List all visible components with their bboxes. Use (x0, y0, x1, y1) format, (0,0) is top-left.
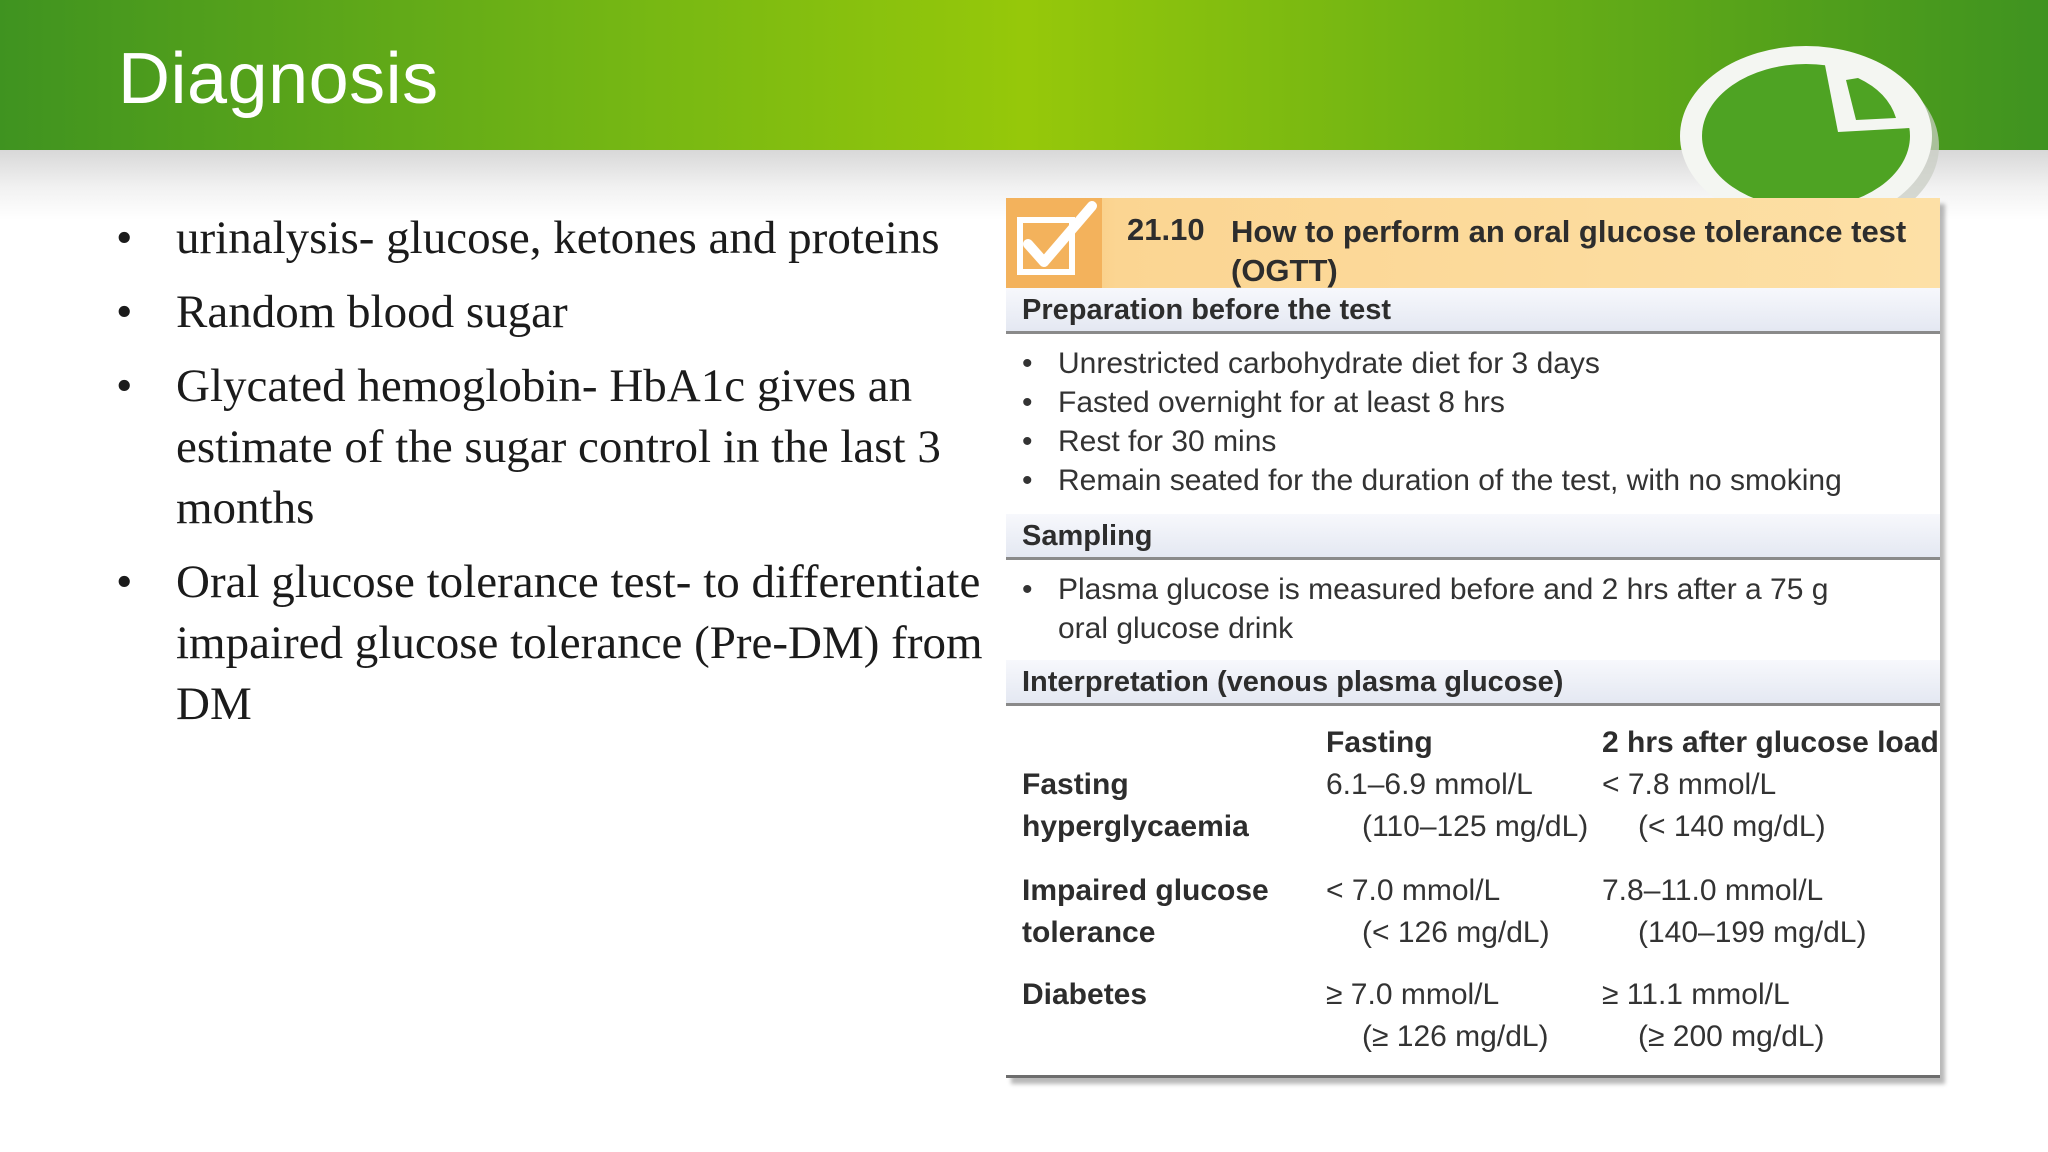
checkmark-badge (1006, 198, 1102, 288)
checkmark-icon (1006, 198, 1102, 288)
diagnosis-bullet-list (112, 208, 1012, 748)
table-cell: (< 126 mg/dL) (1362, 916, 1550, 949)
box-title: How to perform an oral glucose tolerance test (OGTT) (1231, 214, 1907, 288)
table-cell: ≥ 7.0 mmol/L (1326, 978, 1500, 1011)
row-label: tolerance (1022, 916, 1156, 949)
table-cell: < 7.0 mmol/L (1326, 874, 1501, 907)
table-cell: (≥ 200 mg/dL) (1638, 1020, 1825, 1053)
column-header-2hrs: 2 hrs after glucose load (1602, 726, 1939, 759)
list-item: • Remain seated for the duration of the test, with no smoking (1022, 464, 1842, 497)
sampling-list (1022, 570, 1882, 648)
list-item: • Unrestricted carbohydrate diet for 3 days (1022, 347, 1600, 380)
list-item: • Rest for 30 mins (1022, 425, 1277, 458)
list-item: • urinalysis- glucose, ketones and proteins (116, 212, 940, 264)
table-cell: (140–199 mg/dL) (1638, 916, 1867, 949)
table-cell: ≥ 11.1 mmol/L (1602, 978, 1790, 1011)
list-item: • Plasma glucose is measured before and 2 hrs after a 75 g oral glucose drink (1022, 573, 1829, 645)
box-number: 21.10 (1127, 212, 1205, 247)
table-cell: 7.8–11.0 mmol/L (1602, 874, 1824, 907)
preparation-heading: Preparation before the test (1006, 288, 1940, 334)
row-label: Impaired glucose (1022, 874, 1269, 907)
list-item: • Glycated hemoglobin- HbA1c gives an estimate of the sugar control in the last 3 months (116, 360, 941, 534)
sampling-heading: Sampling (1006, 514, 1940, 560)
column-header-fasting: Fasting (1326, 726, 1433, 759)
preparation-list (1022, 344, 1922, 500)
row-label: hyperglycaemia (1022, 810, 1249, 843)
slide-title: Diagnosis (118, 39, 439, 119)
row-label: Diabetes (1022, 978, 1148, 1011)
table-cell: (110–125 mg/dL) (1362, 810, 1589, 843)
list-item: • Random blood sugar (116, 286, 568, 338)
ogtt-procedure-box (1006, 198, 1940, 1078)
table-cell: (≥ 126 mg/dL) (1362, 1020, 1549, 1053)
table-cell: < 7.8 mmol/L (1602, 768, 1777, 801)
row-label: Fasting (1022, 768, 1129, 801)
interpretation-heading: Interpretation (venous plasma glucose) (1006, 660, 1940, 706)
table-cell: 6.1–6.9 mmol/L (1326, 768, 1533, 801)
list-item: • Fasted overnight for at least 8 hrs (1022, 386, 1505, 419)
table-cell: (< 140 mg/dL) (1638, 810, 1826, 843)
box-bottom-rule (1006, 1075, 1940, 1078)
list-item: • Oral glucose tolerance test- to differentiate impaired glucose tolerance (Pre-DM) from DM (116, 556, 983, 730)
